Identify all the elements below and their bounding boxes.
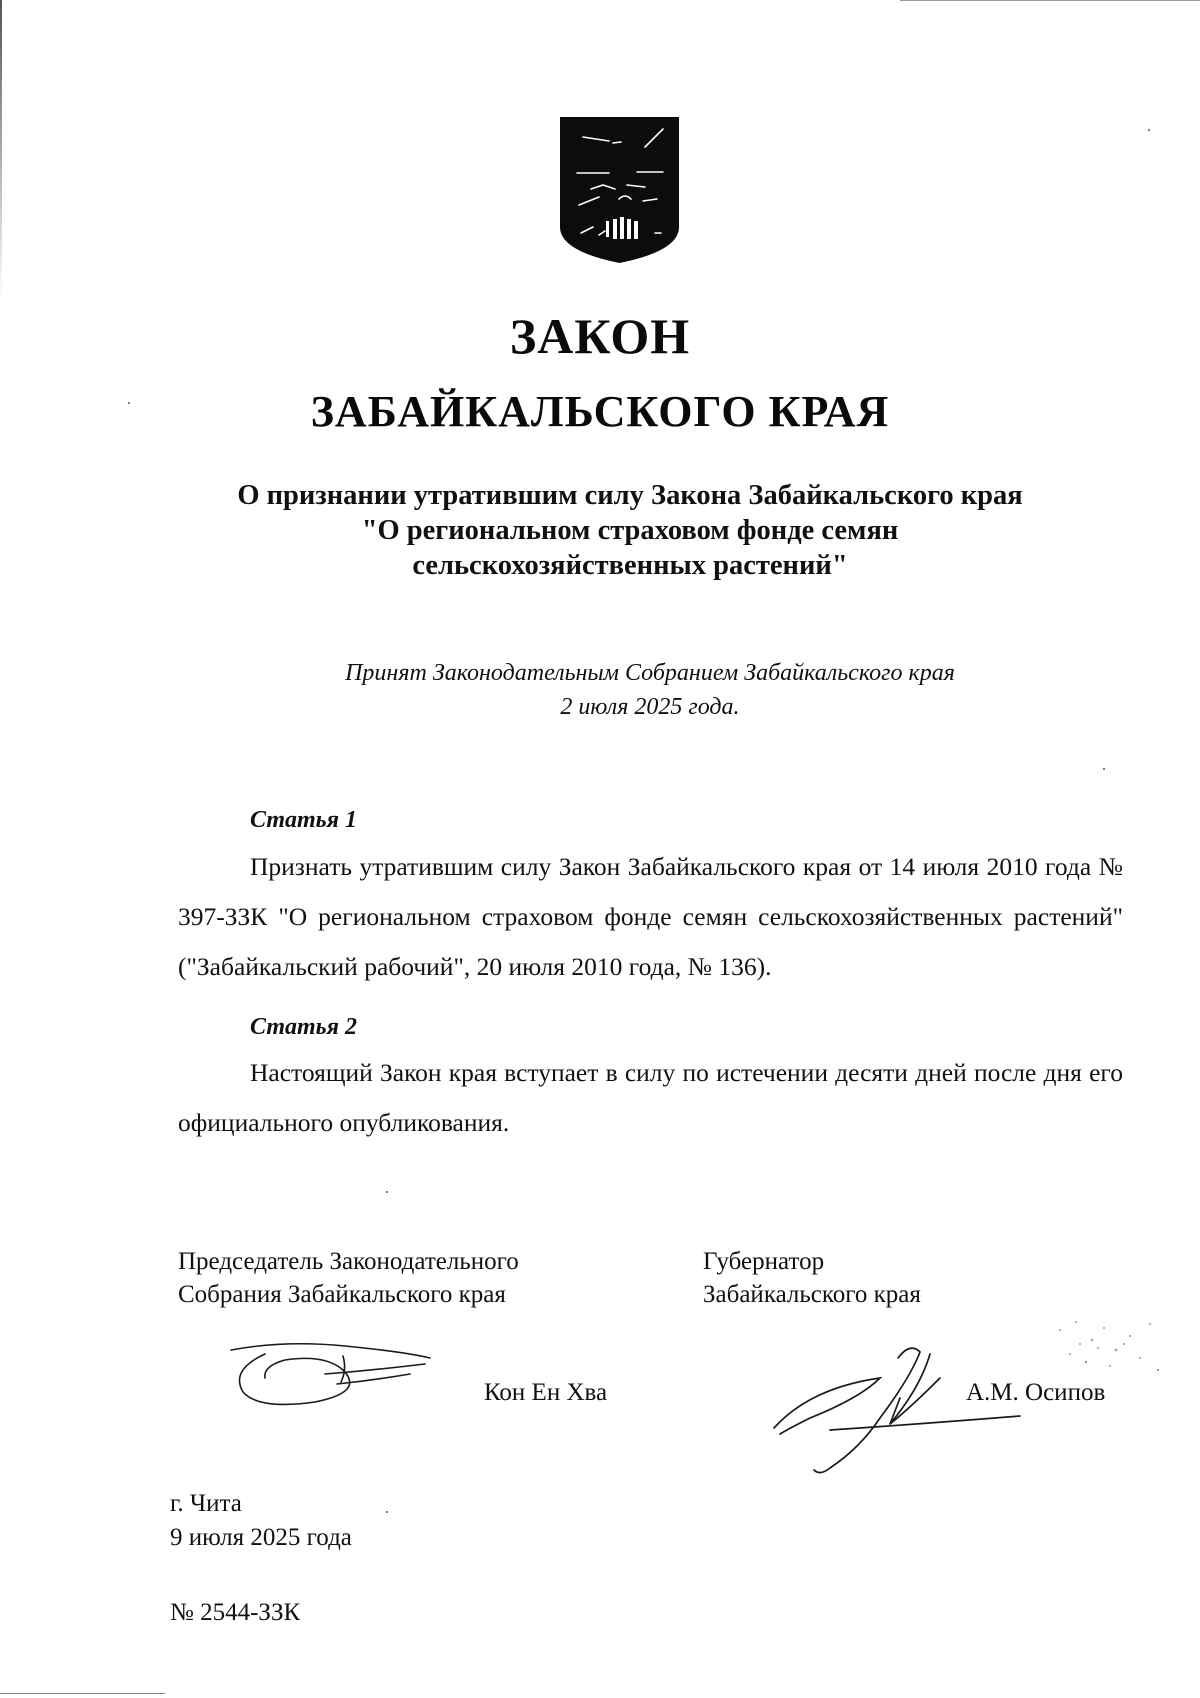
article-1-title: Статья 1 — [250, 807, 358, 833]
law-subject — [180, 478, 1080, 583]
scan-speck — [1148, 129, 1150, 131]
faded-stamp-image — [1040, 1300, 1170, 1390]
signing-city: г. Чита — [170, 1490, 242, 1517]
adoption-body: Принят Законодательным Собранием Забайкальского края — [345, 660, 955, 686]
scan-speck — [386, 1511, 388, 1513]
chair-position-line: Собрания Забайкальского края — [178, 1281, 506, 1308]
governor-position-line: Губернатор — [703, 1248, 825, 1275]
governor-position-line: Забайкальского края — [703, 1281, 921, 1308]
coat-of-arms-emblem — [557, 115, 682, 265]
law-subject-line: сельскохозяйственных растений" — [412, 550, 848, 581]
signing-date: 9 июля 2025 года — [170, 1524, 352, 1551]
governor-position — [703, 1245, 921, 1311]
chair-position — [178, 1245, 519, 1311]
adoption-note — [270, 656, 1030, 724]
law-number: № 2544-ЗЗК — [170, 1599, 301, 1626]
chair-signature-image — [225, 1330, 440, 1412]
scan-edge-left — [0, 0, 2, 300]
scan-speck — [1103, 768, 1105, 770]
article-2-text: Настоящий Закон края вступает в силу по истечении десяти дней после дня его официального опубликования. — [178, 1058, 1123, 1137]
scan-speck — [386, 1191, 388, 1193]
scan-edge-top — [900, 0, 1200, 1]
law-subject-line: О признании утратившим силу Закона Забайкальского края — [237, 480, 1023, 511]
chair-position-line: Председатель Законодательного — [178, 1248, 519, 1275]
scan-edge-bottom — [0, 1693, 165, 1694]
law-subject-line: "О региональном страховом фонде семян — [361, 515, 899, 546]
region-title: ЗАБАЙКАЛЬСКОГО КРАЯ — [310, 387, 890, 436]
law-title: ЗАКОН — [509, 308, 691, 364]
article-1-text: Признать утратившим силу Закон Забайкальского края от 14 июля 2010 года № 397-ЗЗК "О региональном страховом фонде семян сельскохозяйственных растений" ("Забайкальский рабочий", 20 июля 2010 года, № 136). — [178, 852, 1123, 981]
adoption-date: 2 июля 2025 года. — [560, 694, 740, 720]
article-2-title: Статья 2 — [250, 1014, 358, 1040]
governor-name: А.М. Осипов — [966, 1379, 1106, 1406]
chair-name: Кон Ен Хва — [484, 1379, 608, 1406]
